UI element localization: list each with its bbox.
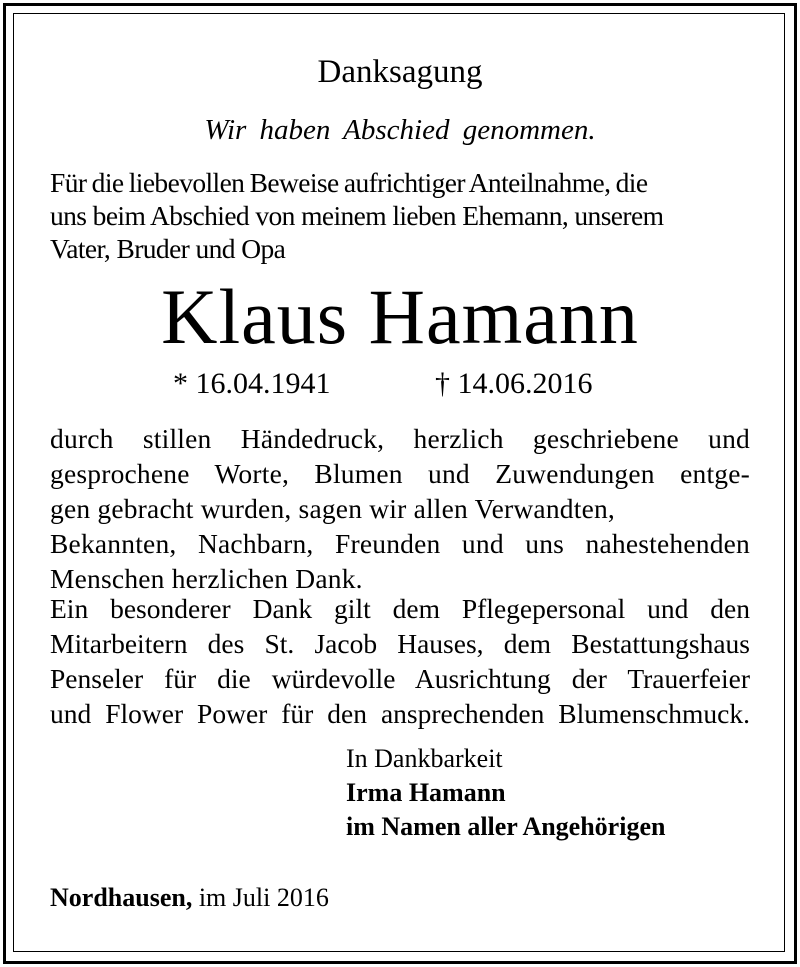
special-thanks-text xyxy=(50,591,750,731)
body-line: gesprochene Worte, Blumen und Zuwendungen entge- xyxy=(50,458,750,489)
thanks-text xyxy=(50,421,750,596)
body-line: gen gebracht wurden, sagen wir allen Verwandten, xyxy=(50,493,615,524)
birth-date: * 16.04.1941 xyxy=(173,367,331,400)
notice-title: Danksagung xyxy=(317,54,483,90)
intro-line: Für die liebevollen Beweise aufrichtiger Anteilnahme, die xyxy=(50,167,648,198)
thanks-line: Ein besonderer Dank gilt dem Pflegepersonal und den xyxy=(50,593,750,624)
thanks-line: Penseler für die würdevolle Ausrichtung der Trauerfeier xyxy=(50,663,750,694)
signature-preamble: In Dankbarkeit xyxy=(346,744,503,773)
intro-line: uns beim Abschied von meinem lieben Ehemann, unserem xyxy=(50,200,664,231)
signature-block xyxy=(346,742,665,844)
body-line: Bekannten, Nachbarn, Freunden und uns nahestehenden xyxy=(50,528,750,559)
notice-date: im Juli 2016 xyxy=(198,883,329,912)
place-name: Nordhausen, xyxy=(50,883,193,912)
death-date: † 14.06.2016 xyxy=(435,367,593,400)
body-line: Menschen herzlichen Dank. xyxy=(50,563,363,594)
place-and-date xyxy=(50,881,329,915)
notice-subtitle: Wir haben Abschied genommen. xyxy=(204,114,596,146)
body-line: durch stillen Händedruck, herzlich geschriebene und xyxy=(50,423,750,454)
thanks-line: und Flower Power für den ansprechenden Blumenschmuck. xyxy=(50,698,750,729)
intro-text xyxy=(50,166,750,265)
thanks-line: Mitarbeitern des St. Jacob Hauses, dem Bestattungshaus xyxy=(50,628,750,659)
signature-on-behalf: im Namen aller Angehörigen xyxy=(346,812,666,841)
intro-line: Vater, Bruder und Opa xyxy=(50,233,286,264)
signature-name: Irma Hamann xyxy=(346,778,506,807)
deceased-name: Klaus Hamann xyxy=(161,273,639,360)
